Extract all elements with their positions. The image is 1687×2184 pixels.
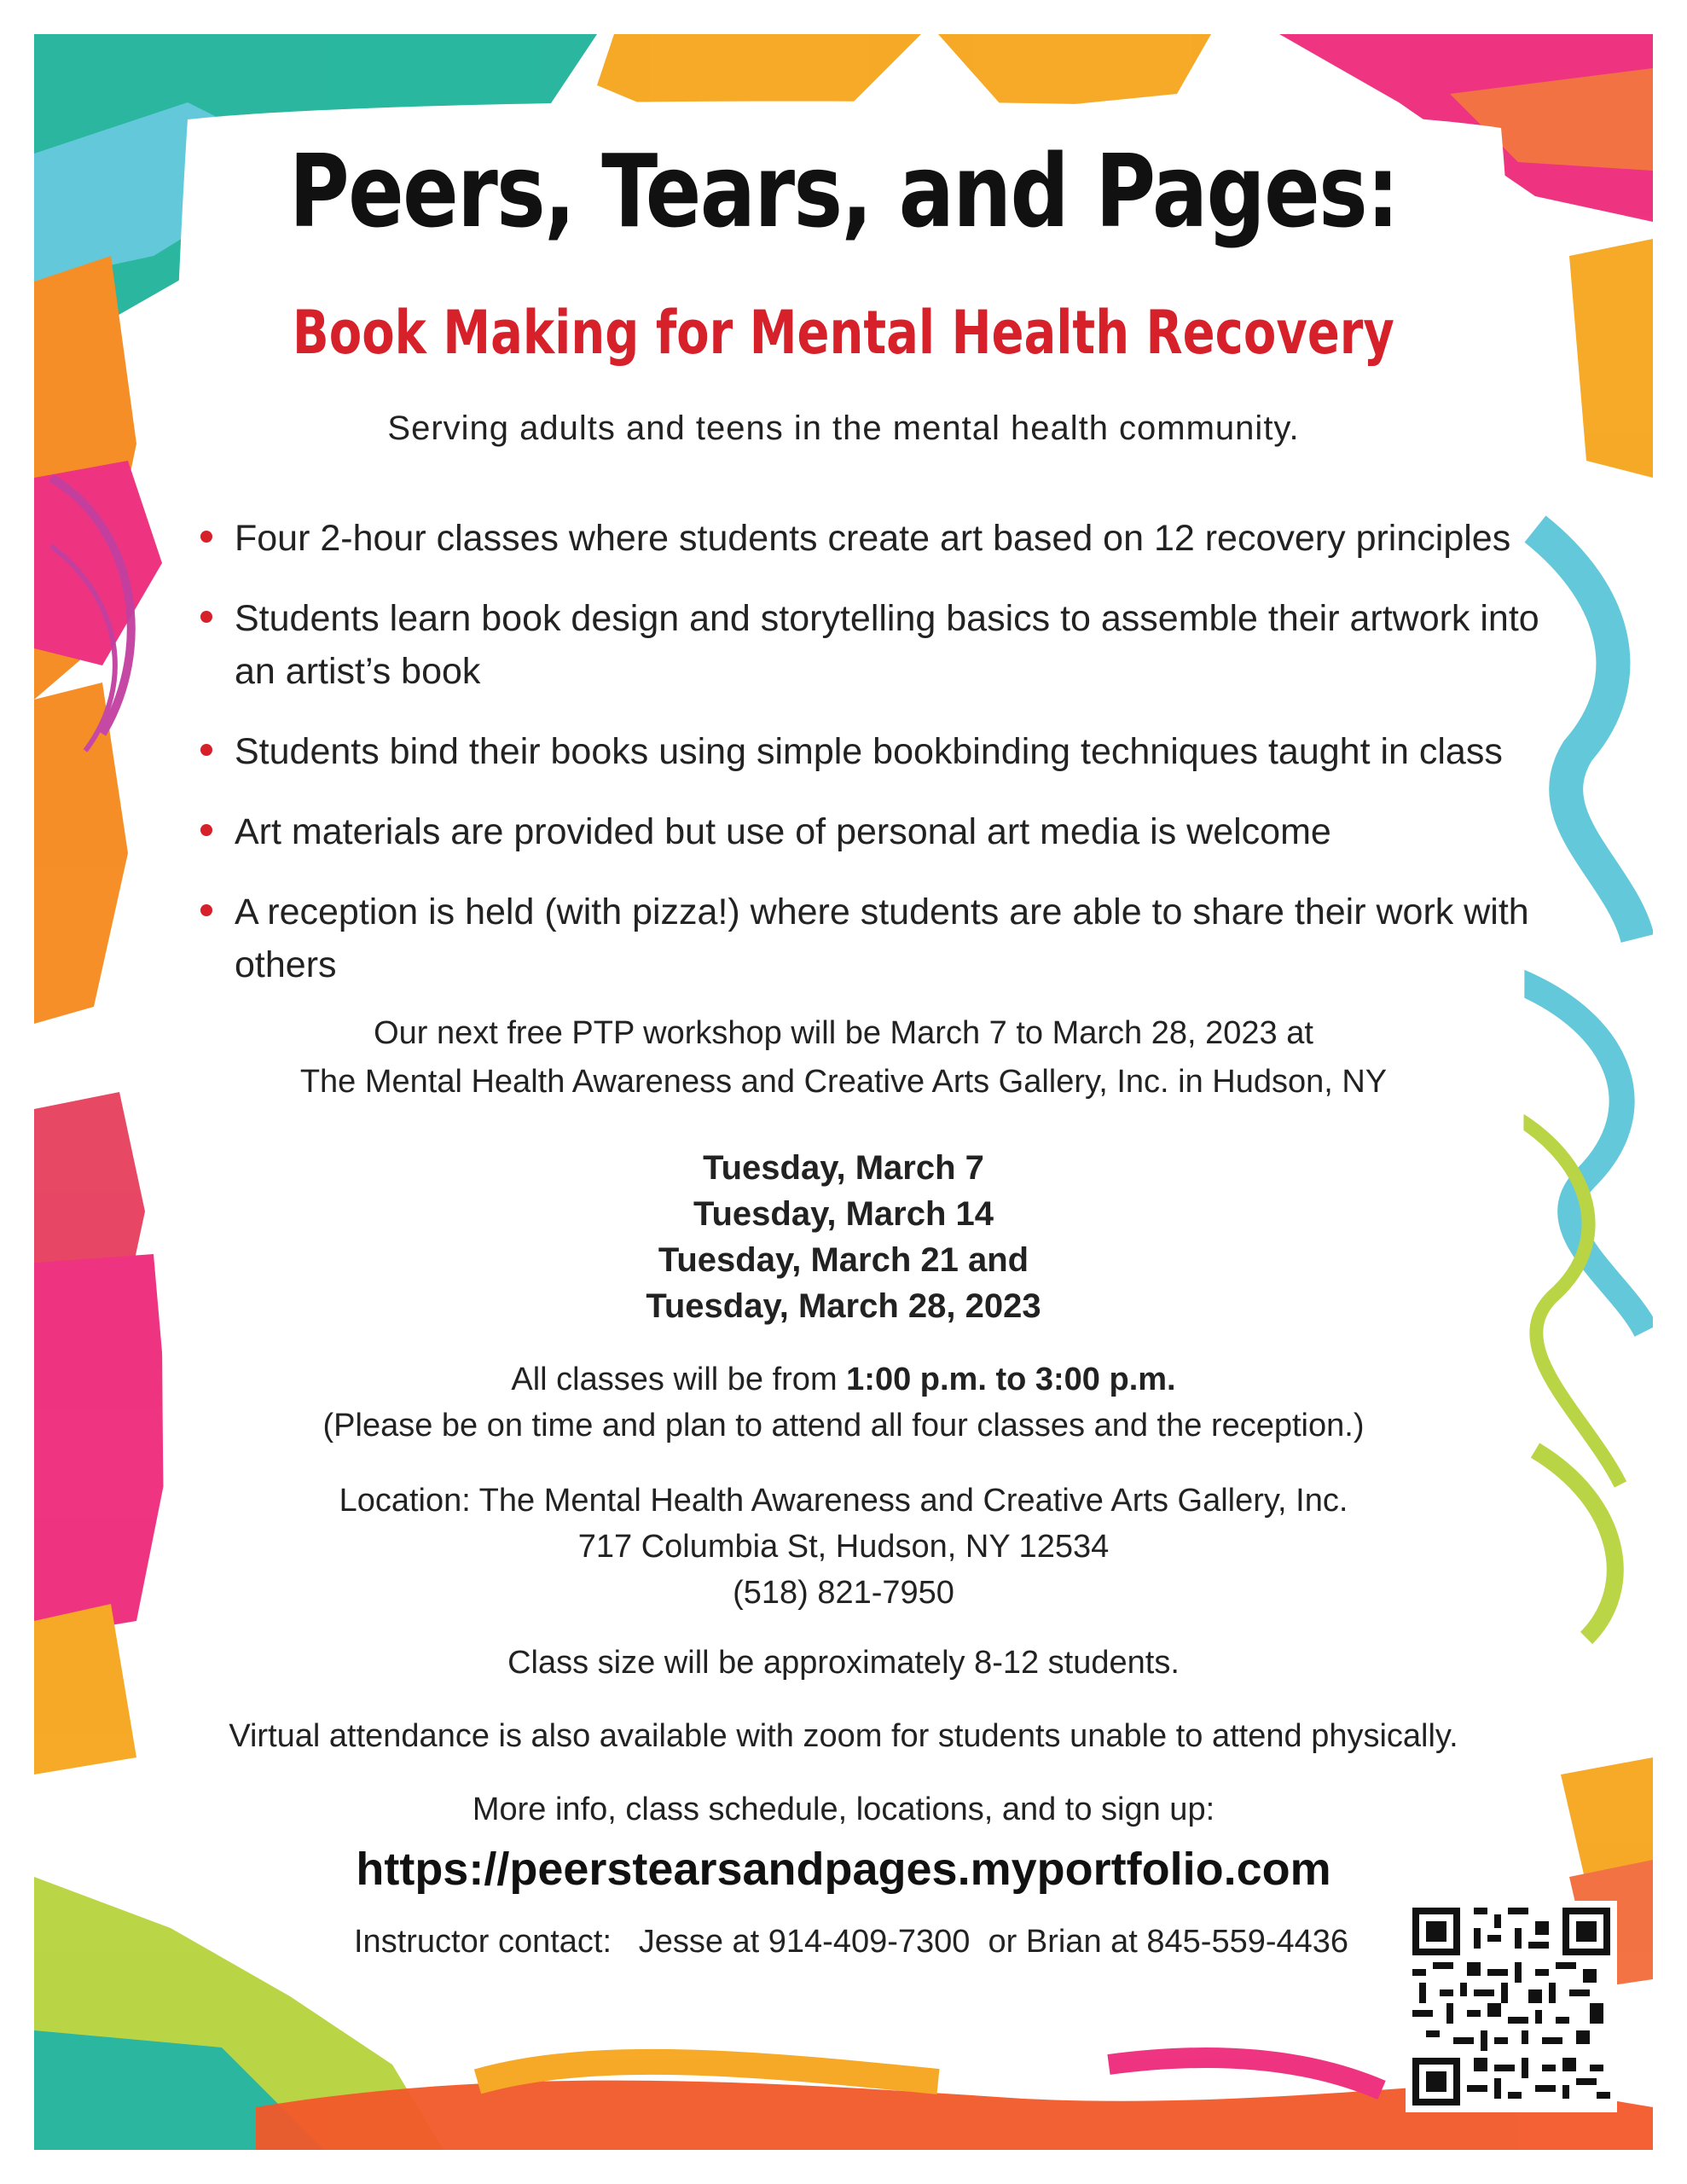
location-phone: (518) 821-7950 (733, 1575, 954, 1611)
list-item (200, 512, 1565, 565)
bullet-icon (200, 611, 212, 623)
bullet-icon (200, 531, 212, 543)
workshop-line: Our next free PTP workshop will be March 7 to March 28, 2023 at (374, 1015, 1313, 1051)
class-date: Tuesday, March 28, 2023 (646, 1287, 1041, 1325)
time-prefix: All classes will be from (511, 1362, 847, 1397)
class-date: Tuesday, March 14 (693, 1195, 994, 1233)
virtual-attendance: Virtual attendance is also available with zoom for students unable to attend physically. (229, 1718, 1458, 1754)
instructor-contact: Instructor contact: Jesse at 914-409-7300 or Brian at 845-559-4436 (354, 1924, 1349, 1960)
list-item (200, 725, 1565, 778)
tagline: Serving adults and teens in the mental health community. (387, 410, 1300, 447)
time-note: (Please be on time and plan to attend all four classes and the reception.) (322, 1408, 1365, 1443)
bullet-icon (200, 744, 212, 756)
more-info: More info, class schedule, locations, and to sign up: (472, 1792, 1215, 1827)
list-item-text: Art materials are provided but use of personal art media is welcome (235, 811, 1331, 852)
location-name: Location: The Mental Health Awareness and Creative Arts Gallery, Inc. (339, 1483, 1348, 1519)
class-dates (0, 1145, 1687, 1329)
flyer-subtitle: Book Making for Mental Health Recovery (293, 298, 1394, 368)
time-hours: 1:00 p.m. to 3:00 p.m. (846, 1362, 1176, 1397)
bullet-icon (200, 904, 212, 916)
flyer-title: Peers, Tears, and Pages: (288, 132, 1399, 250)
location-block (0, 1478, 1687, 1616)
class-time (0, 1356, 1687, 1449)
list-item-text: Students bind their books using simple bookbinding techniques taught in class (235, 731, 1503, 772)
feature-list (200, 512, 1565, 1019)
workshop-venue-line: The Mental Health Awareness and Creative Arts Gallery, Inc. in Hudson, NY (299, 1064, 1388, 1100)
signup-link[interactable]: https://peerstearsandpages.myportfolio.com (356, 1844, 1331, 1895)
class-size: Class size will be approximately 8-12 students. (507, 1645, 1180, 1681)
list-item (200, 805, 1565, 858)
list-item-text: A reception is held (with pizza!) where students are able to share their work with others (235, 892, 1529, 985)
class-date: Tuesday, March 21 and (658, 1241, 1029, 1279)
location-address: 717 Columbia St, Hudson, NY 12534 (577, 1529, 1110, 1565)
list-item (200, 592, 1565, 698)
list-item-text: Students learn book design and storytelling basics to assemble their artwork into an artist’s book (235, 598, 1539, 692)
list-item (200, 886, 1565, 991)
bullet-icon (200, 824, 212, 836)
class-date: Tuesday, March 7 (703, 1149, 984, 1187)
list-item-text: Four 2-hour classes where students create art based on 12 recovery principles (235, 518, 1511, 559)
qr-code-icon[interactable] (1406, 1901, 1617, 2112)
workshop-info (0, 1009, 1687, 1107)
